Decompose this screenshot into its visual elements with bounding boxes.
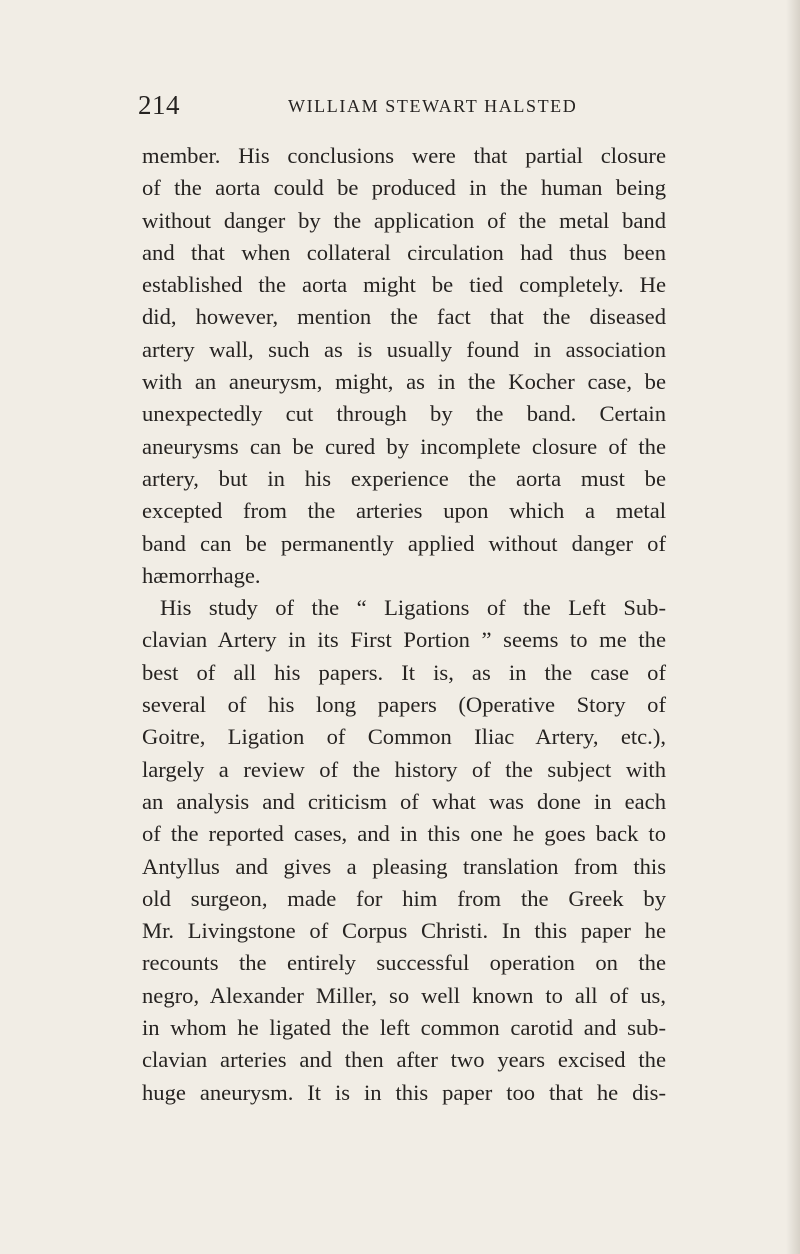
body-text: [142, 140, 666, 1109]
text-line: Goitre, Ligation of Common Iliac Artery, etc.),: [142, 724, 666, 750]
text-line: in whom he ligated the left common carotid and sub-: [142, 1015, 666, 1041]
text-line: aneurysms can be cured by incomplete closure of the: [142, 433, 666, 459]
text-line: His study of the “ Ligations of the Left Sub-: [160, 595, 666, 621]
text-line: largely a review of the history of the subject with: [142, 756, 666, 782]
text-line: Mr. Livingstone of Corpus Christi. In this paper he: [142, 918, 666, 944]
text-line: an analysis and criticism of what was done in each: [142, 788, 666, 814]
text-line: artery wall, such as is usually found in association: [142, 336, 666, 362]
text-line: old surgeon, made for him from the Greek by: [142, 885, 666, 911]
text-line: established the aorta might be tied completely. He: [142, 272, 666, 298]
text-line: several of his long papers (Operative Story of: [142, 692, 666, 718]
paragraph-1: [142, 140, 666, 592]
text-line: Antyllus and gives a pleasing translation from this: [142, 853, 666, 879]
running-head: [138, 88, 662, 122]
text-line: and that when collateral circulation had thus been: [142, 239, 666, 265]
text-line: clavian arteries and then after two years excised the: [142, 1047, 666, 1073]
paragraph-2: [142, 592, 666, 1109]
text-line: excepted from the arteries upon which a metal: [142, 498, 666, 524]
text-line: without danger by the application of the metal band: [142, 207, 666, 233]
text-line: clavian Artery in its First Portion ” seems to me the: [142, 627, 666, 653]
text-line: recounts the entirely successful operation on the: [142, 950, 666, 976]
text-line: artery, but in his experience the aorta must be: [142, 465, 666, 491]
page-edge-shadow: [786, 0, 800, 1254]
text-line: huge aneurysm. It is in this paper too that he dis-: [142, 1079, 666, 1105]
page-number: 214: [138, 90, 180, 120]
text-line: member. His conclusions were that partial closure: [142, 143, 666, 168]
text-line: best of all his papers. It is, as in the case of: [142, 659, 666, 685]
text-line: negro, Alexander Miller, so well known to all of us,: [142, 982, 666, 1008]
text-line: of the aorta could be produced in the human being: [142, 175, 666, 201]
text-line: with an aneurysm, might, as in the Kocher case, be: [142, 369, 666, 395]
text-line: band can be permanently applied without danger of: [142, 530, 666, 556]
text-line: unexpectedly cut through by the band. Certain: [142, 401, 666, 427]
text-line: did, however, mention the fact that the diseased: [142, 304, 666, 330]
text-line: hæmorrhage.: [142, 562, 261, 588]
running-title: WILLIAM STEWART HALSTED: [288, 96, 578, 116]
text-line: of the reported cases, and in this one he goes back to: [142, 821, 666, 847]
